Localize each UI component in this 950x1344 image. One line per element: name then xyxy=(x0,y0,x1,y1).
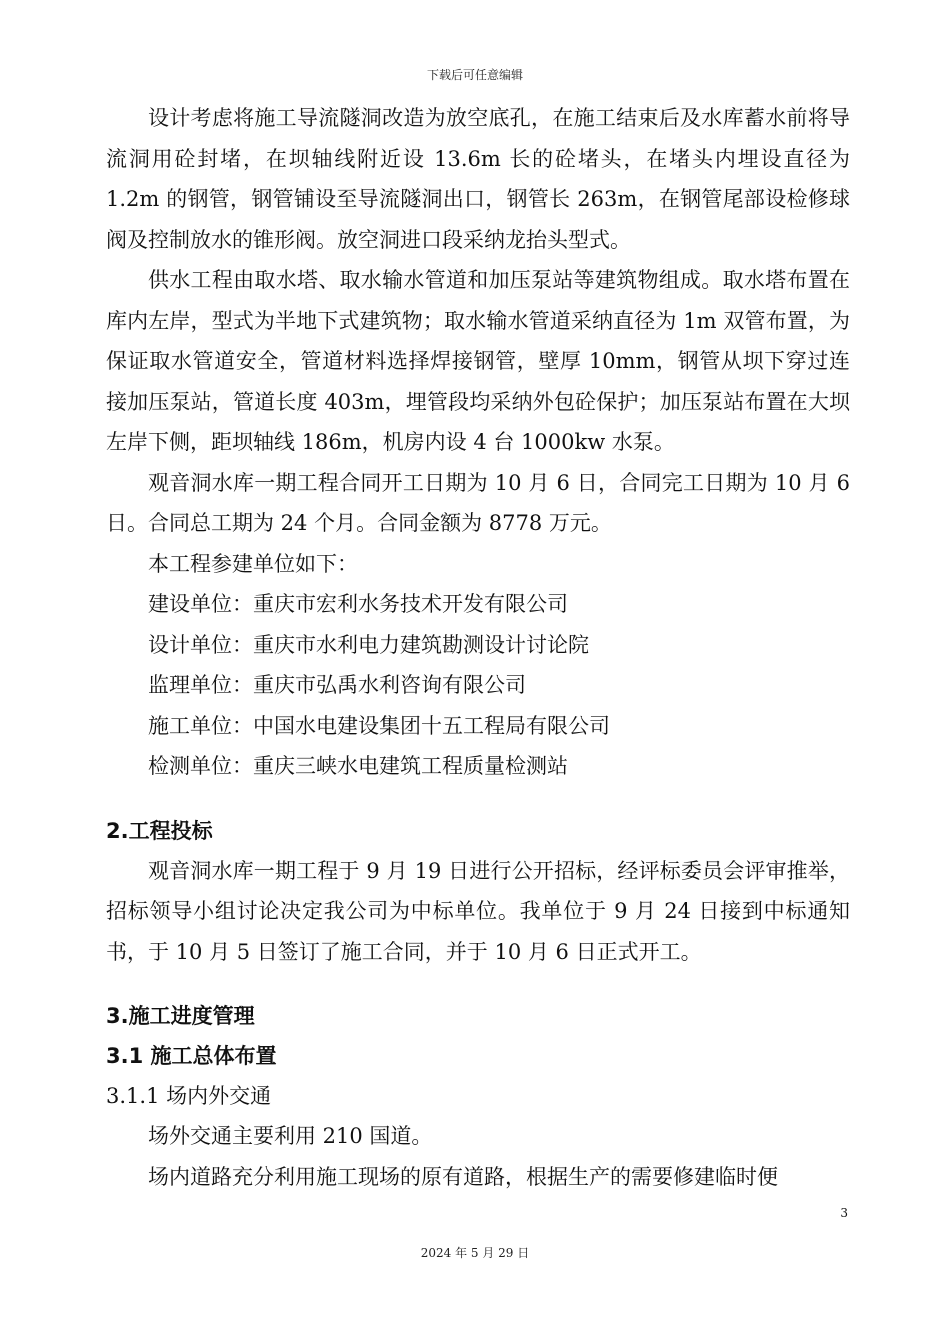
paragraph-contract: 观音洞水库一期工程合同开工日期为 10 月 6 日，合同完工日期为 10 月 6 日。合同总工期为 24 个月。合同金额为 8778 万元。 xyxy=(106,470,850,535)
paragraph-water-supply: 供水工程由取水塔、取水输水管道和加压泵站等建筑物组成。取水塔布置在库内左岸，型式为半地下式建筑物；取水输水管道采纳直径为 1m 双管布置，为保证取水管道安全，管道材料选择焊接钢管，壁厚 10mm，钢管从坝下穿过连接加压泵站，管道长度 403m，埋管段均采纳外包砼保护；加压泵站布置在大坝左岸下侧，距坝轴线 186m，机房内设 4 台 1000kw 水泵。 xyxy=(106,268,850,454)
page-header: 下载后可任意编辑 xyxy=(426,68,523,82)
subsection-heading-layout: 3.1 施工总体布置 xyxy=(106,1044,277,1068)
section-heading-bidding: 2.工程投标 xyxy=(106,818,213,843)
paragraph-units-intro: 本工程参建单位如下： xyxy=(148,551,358,576)
unit-contractor: 施工单位：中国水电建设集团十五工程局有限公司 xyxy=(148,713,610,738)
unit-construction-owner: 建设单位：重庆市宏利水务技术开发有限公司 xyxy=(148,592,568,616)
paragraph-external-traffic: 场外交通主要利用 210 国道。 xyxy=(148,1124,433,1148)
section-heading-schedule: 3.施工进度管理 xyxy=(106,1004,255,1028)
subsubsection-heading-traffic: 3.1.1 场内外交通 xyxy=(106,1084,272,1108)
unit-design: 设计单位：重庆市水利电力建筑勘测设计讨论院 xyxy=(148,632,589,657)
unit-testing: 检测单位：重庆三峡水电建筑工程质量检测站 xyxy=(148,754,568,778)
paragraph-bidding: 观音洞水库一期工程于 9 月 19 日进行公开招标，经评标委员会评审推举，招标领导小组讨论决定我公司为中标单位。我单位于 9 月 24 日接到中标通知书，于 10 月 5 日签订了施工合同，并于 10 月 6 日正式开工。 xyxy=(106,858,850,964)
page-footer-date: 2024 年 5 月 29 日 xyxy=(420,1246,530,1260)
unit-supervision: 监理单位：重庆市弘禹水利咨询有限公司 xyxy=(148,673,526,697)
paragraph-internal-roads: 场内道路充分利用施工现场的原有道路，根据生产的需要修建临时便 xyxy=(148,1164,778,1189)
page-number: 3 xyxy=(840,1206,848,1220)
paragraph-drainage: 设计考虑将施工导流隧洞改造为放空底孔，在施工结束后及水库蓄水前将导流洞用砼封堵，在坝轴线附近设 13.6m 长的砼堵头，在堵头内埋设直径为 1.2m 的钢管，钢管铺设至导流隧洞出口，钢管长 263m，在钢管尾部设检修球阀及控制放水的锥形阀。放空洞进口段采纳龙抬头型式。 xyxy=(106,106,850,252)
document-body xyxy=(106,98,850,1197)
